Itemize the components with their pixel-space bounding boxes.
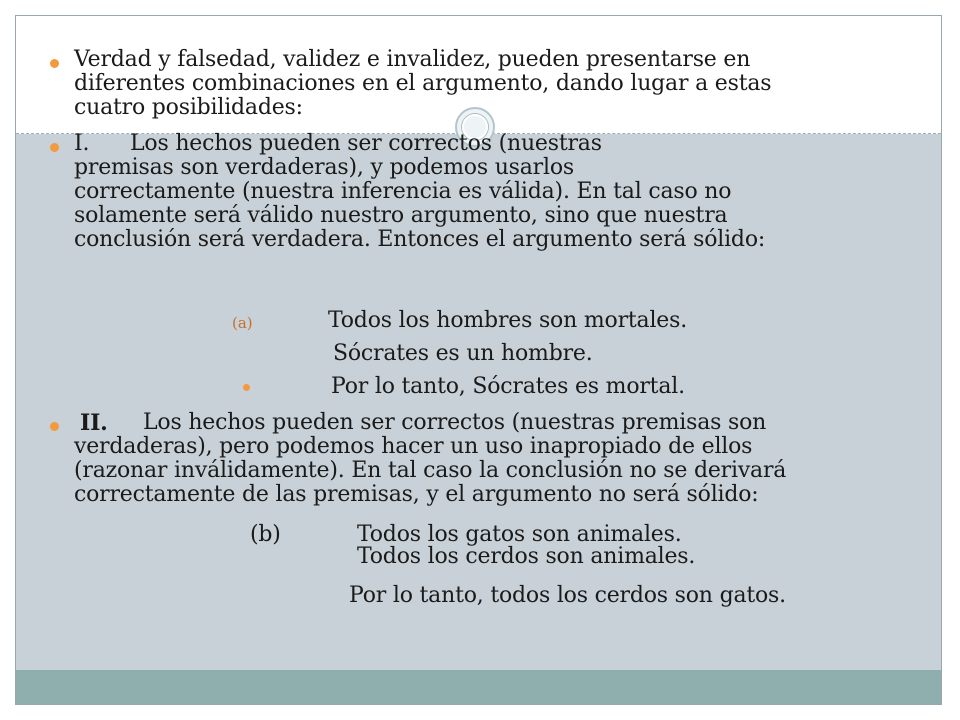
case-one-line: conclusión será verdadera. Entonces el argumento será sólido: <box>74 227 766 252</box>
intro-line: diferentes combinaciones en el argumento, dando lugar a estas <box>74 71 772 96</box>
example-a-line: Sócrates es un hombre. <box>333 341 593 366</box>
case-one-line: Los hechos pueden ser correctos (nuestras <box>130 131 602 156</box>
example-b-line: Todos los gatos son animales. <box>357 522 682 547</box>
intro-line: cuatro posibilidades: <box>74 95 303 120</box>
case-one-line: solamente será válido nuestro argumento, sino que nuestra <box>74 203 728 228</box>
case-two-line: verdaderas), pero podemos hacer un uso inapropiado de ellos <box>74 434 753 459</box>
example-a-marker: (a) <box>232 314 253 332</box>
case-two-line: (razonar inválidamente). En tal caso la conclusión no se derivará <box>74 458 787 483</box>
case-two-numeral: II. <box>80 410 108 436</box>
example-a-line: Por lo tanto, Sócrates es mortal. <box>331 374 685 399</box>
example-b-line: Por lo tanto, todos los cerdos son gatos. <box>349 583 786 608</box>
bullet-icon <box>50 422 59 431</box>
example-b-marker: (b) <box>250 522 281 547</box>
bullet-icon <box>50 59 59 68</box>
example-b-line: Todos los cerdos son animales. <box>357 544 696 569</box>
bullet-icon <box>50 143 59 152</box>
example-a-line: Todos los hombres son mortales. <box>328 308 687 333</box>
case-one-numeral: I. <box>74 131 90 156</box>
case-two-line: correctamente de las premisas, y el argumento no será sólido: <box>74 482 759 507</box>
case-two-line: Los hechos pueden ser correctos (nuestras premisas son <box>143 410 767 435</box>
case-one-line: correctamente (nuestra inferencia es válida). En tal caso no <box>74 179 732 204</box>
case-one-line: premisas son verdaderas), y podemos usarlos <box>74 155 574 180</box>
bullet-icon <box>243 384 250 391</box>
intro-line: Verdad y falsedad, validez e invalidez, pueden presentarse en <box>74 47 751 72</box>
